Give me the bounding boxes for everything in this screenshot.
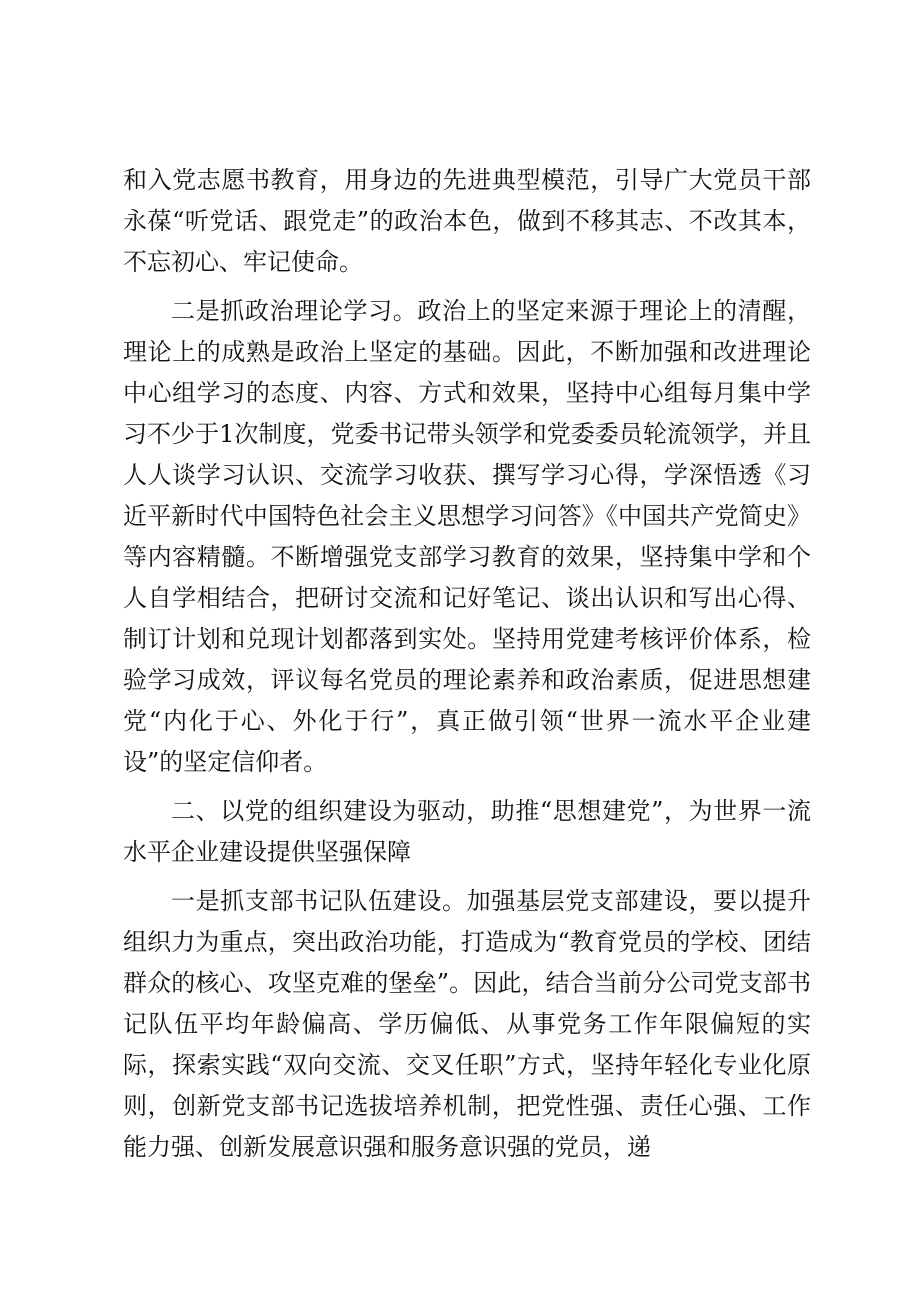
paragraph-continuation: 和入党志愿书教育，用身边的先进典型模范，引导广大党员干部永葆“听党话、跟党走”的政治本色，做到不移其志、不改其本，不忘初心、牢记使命。 bbox=[123, 166, 811, 276]
document-body bbox=[123, 160, 811, 1176]
paragraph-political-theory-study: 二是抓政治理论学习。政治上的坚定来源于理论上的清醒，理论上的成熟是政治上坚定的基础。因此，不断加强和改进理论中心组学习的态度、内容、方式和效果，坚持中心组每月集中学习不少于1次制度，党委书记带头领学和党委委员轮流领学，并且人人谈学习认识、交流学习收获、撰写学习心得，学深悟透《习近平新时代中国特色社会主义思想学习问答》《中国共产党简史》等内容精髓。不断增强党支部学习教育的效果，坚持集中学和个人自学相结合，把研讨交流和记好笔记、谈出认识和写出心得、制订计划和兑现计划都落到实处。坚持用党建考核评价体系，检验学习成效，评议每名党员的理论素养和政治素质，促进思想建党“内化于心、外化于行”，真正做引领“世界一流水平企业建设”的坚定信仰者。 bbox=[123, 297, 811, 776]
paragraph-branch-secretary-team: 一是抓支部书记队伍建设。加强基层党支部建设，要以提升组织力为重点，突出政治功能，打造成为“教育党员的学校、团结群众的核心、攻坚克难的堡垒”。因此，结合当前分公司党支部书记队伍平均年龄偏高、学历偏低、从事党务工作年限偏短的实际，探索实践“双向交流、交叉任职”方式，坚持年轻化专业化原则，创新党支部书记选拔培养机制，把党性强、责任心强、工作能力强、创新发展意识强和服务意识强的党员，递 bbox=[123, 887, 811, 1161]
section-heading-organization-building: 二、以党的组织建设为驱动，助推“思想建党”，为世界一流水平企业建设提供坚强保障 bbox=[123, 797, 811, 866]
